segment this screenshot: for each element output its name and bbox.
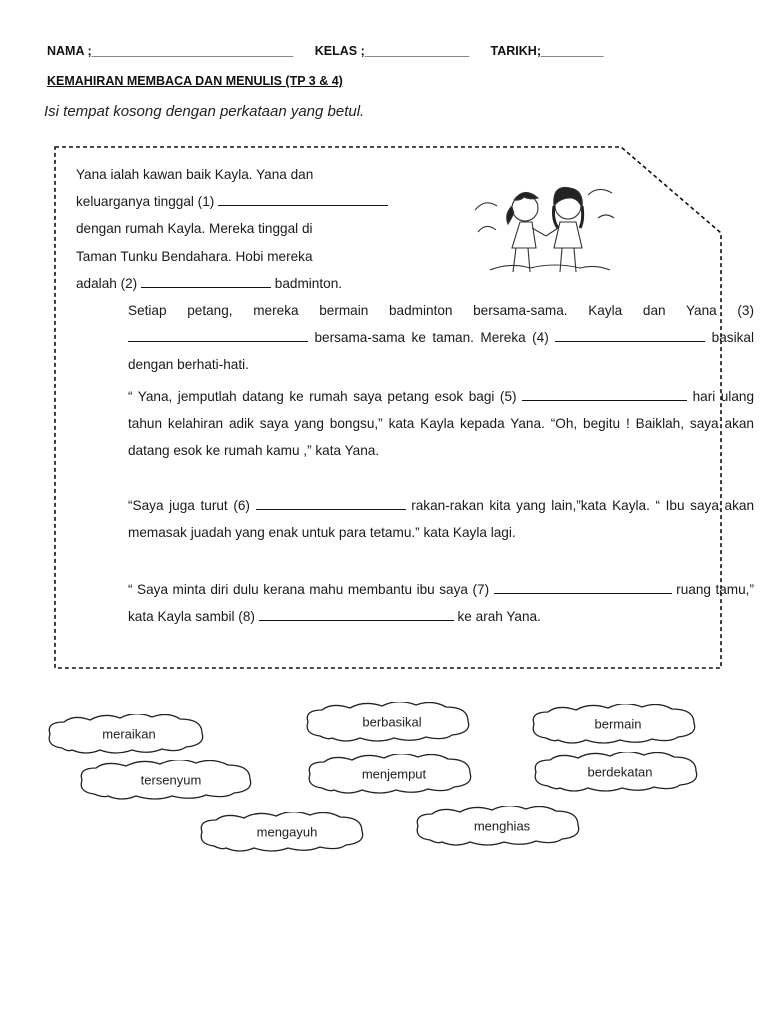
p4-text-b: rakan-rakan kita yang lain,”kata Kayla. “ Ibu saya akan memasak juadah yang enak untuk para tetamu.” kata Kayla lagi.: [128, 498, 755, 541]
blank-3[interactable]: [128, 327, 308, 342]
word-cloud[interactable]: [528, 704, 708, 744]
word-berdekatan: berdekatan: [587, 764, 653, 780]
word-cloud[interactable]: [302, 702, 482, 742]
word-menjemput: menjemput: [361, 766, 427, 782]
instruction-text: Isi tempat kosong dengan perkataan yang betul.: [44, 103, 365, 120]
two-girls-illustration-icon: [470, 170, 620, 285]
p1-line-1: Yana ialah kawan baik Kayla. Yana dan: [76, 167, 314, 182]
blank-2[interactable]: [141, 273, 271, 288]
blank-7[interactable]: [494, 579, 672, 594]
paragraph-2: [76, 297, 754, 379]
p2-text-b: bersama-sama ke taman. Mereka (4): [314, 330, 549, 346]
p1-line-5: [76, 270, 456, 297]
worksheet-subtitle: KEMAHIRAN MEMBACA DAN MENULIS (TP 3 & 4): [47, 74, 343, 88]
blank-1[interactable]: [218, 191, 388, 206]
p3-text-b: hari ulang tahun kelahiran adik saya yang bongsu,” kata Kayla kepada Yana. “Oh, begitu ! Baiklah, saya akan datang esok ke rumah kamu ,” kata Yana.: [128, 389, 755, 459]
kelas-field[interactable]: KELAS ;_______________: [314, 44, 470, 58]
word-cloud[interactable]: [76, 760, 266, 800]
p5-text-c: ke arah Yana.: [457, 609, 541, 625]
p3-text-a: “ Yana, jemputlah datang ke rumah saya petang esok bagi (5): [128, 389, 517, 404]
paragraph-1: [76, 161, 456, 297]
paragraph-4: [76, 492, 754, 546]
p1-line-5-end: badminton.: [274, 275, 343, 291]
p1-line-3: dengan rumah Kayla. Mereka tinggal di: [76, 221, 313, 237]
p2-text-a: Setiap petang, mereka bermain badminton bersama-sama. Kayla dan Yana (3): [128, 303, 754, 318]
word-cloud[interactable]: [412, 806, 592, 846]
student-info-header: [47, 44, 747, 58]
p5-text-b: ruang tamu,” kata Kayla sambil (8): [128, 582, 754, 625]
word-cloud[interactable]: [530, 752, 710, 792]
word-menghias: menghias: [473, 818, 531, 834]
word-berbasikal: berbasikal: [362, 714, 422, 730]
p4-text-a: “Saya juga turut (6): [128, 498, 250, 513]
p2-text-c: basikal dengan berhati-hati.: [128, 330, 754, 373]
word-meraikan: meraikan: [102, 726, 156, 742]
p1-line-4: Taman Tunku Bendahara. Hobi mereka: [76, 248, 313, 264]
blank-8[interactable]: [259, 606, 454, 621]
p1-line-2-text: keluarganya tinggal (1): [76, 194, 215, 210]
word-cloud[interactable]: [196, 812, 378, 852]
blank-6[interactable]: [256, 495, 406, 510]
word-cloud[interactable]: [44, 714, 214, 754]
p5-text-a: “ Saya minta diri dulu kerana mahu membantu ibu saya (7): [128, 582, 490, 597]
paragraph-3: [76, 383, 754, 465]
p1-line-5-text: adalah (2): [76, 275, 138, 291]
tarikh-field[interactable]: TARIKH;_________: [490, 44, 604, 58]
blank-5[interactable]: [522, 386, 687, 401]
blank-4[interactable]: [555, 327, 705, 342]
nama-field[interactable]: NAMA ;_____________________________: [47, 44, 294, 58]
word-bermain: bermain: [594, 716, 642, 732]
word-cloud[interactable]: [304, 754, 484, 794]
p1-line-2: [76, 188, 456, 215]
word-mengayuh: mengayuh: [256, 824, 318, 840]
word-tersenyum: tersenyum: [140, 772, 202, 788]
paragraph-5: [76, 576, 754, 630]
